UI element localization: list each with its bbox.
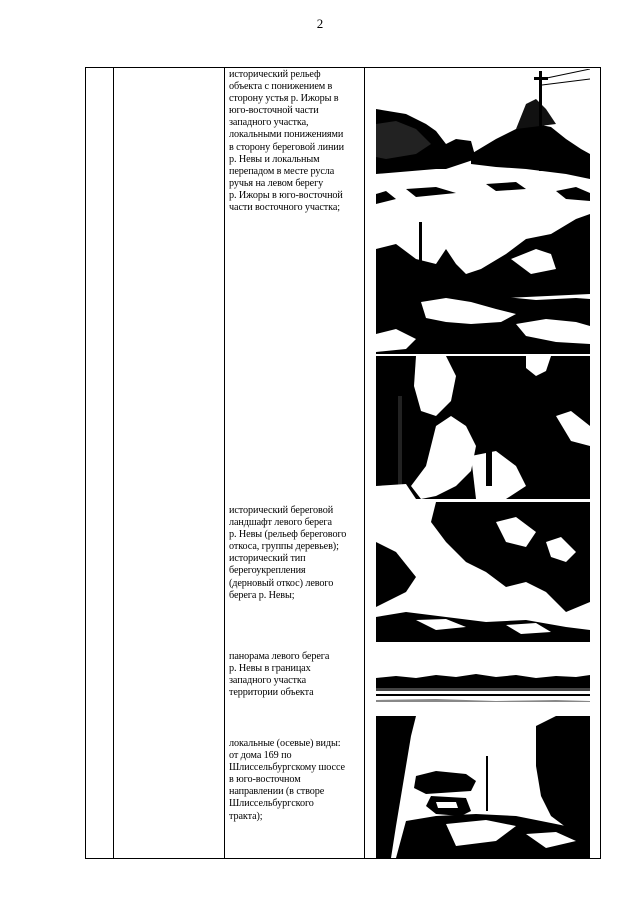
text-line: локальные (осевые) виды: xyxy=(229,738,341,749)
text-cell-relief xyxy=(229,69,361,214)
text-line: юго-восточной части xyxy=(229,105,319,117)
table-bottom-border xyxy=(85,858,601,859)
text-line: направлении (в створе xyxy=(229,786,325,798)
text-line: (дерновый откос) левого xyxy=(229,577,334,589)
text-cell-shore-landscape xyxy=(229,505,361,602)
text-line: р. Ижоры в юго-восточной xyxy=(229,189,343,201)
text-cell-local-views xyxy=(229,738,361,823)
text-line: Шлиссельбургскому шоссе xyxy=(229,762,345,774)
text-line: перепадом в месте русла xyxy=(229,165,335,177)
road-car-photo xyxy=(376,716,590,858)
trees-photo xyxy=(376,356,590,499)
text-line: исторический рельеф xyxy=(229,69,321,80)
text-line: берега р. Невы; xyxy=(229,589,295,601)
text-line: исторический тип xyxy=(229,553,306,565)
table-top-border xyxy=(85,67,601,68)
text-line: панорама левого берега xyxy=(229,651,330,662)
text-line: р. Невы (рельеф берегового xyxy=(229,529,347,541)
text-line: части восточного участка; xyxy=(229,202,340,214)
text-line: западного участка xyxy=(229,675,307,687)
text-line: р. Невы в границах xyxy=(229,663,311,675)
text-line: в юго-восточном xyxy=(229,774,301,786)
embankment-photo xyxy=(376,214,590,354)
text-line: р. Невы и локальным xyxy=(229,153,320,165)
column-divider-2 xyxy=(224,67,225,859)
text-line: от дома 169 по xyxy=(229,750,292,762)
text-cell-panorama xyxy=(229,651,361,699)
text-line: ручья на левом берегу xyxy=(229,177,324,189)
street-view-photo xyxy=(376,69,590,212)
slope-photo xyxy=(376,502,590,642)
text-line: тракта); xyxy=(229,810,263,822)
text-line: берегоукрепления xyxy=(229,565,306,577)
text-line: территории объекта xyxy=(229,687,314,699)
panorama-photo xyxy=(376,672,590,708)
column-divider-1 xyxy=(113,67,114,859)
column-divider-3 xyxy=(364,67,365,859)
text-line: в сторону береговой линии xyxy=(229,141,344,153)
page-number: 2 xyxy=(316,16,324,31)
text-line: ландшафт левого берега xyxy=(229,517,332,529)
text-line: сторону устья р. Ижоры в xyxy=(229,93,339,105)
text-line: откоса, группы деревьев); xyxy=(229,541,339,553)
text-line: локальными понижениями xyxy=(229,129,344,141)
text-line: Шлиссельбургского xyxy=(229,798,314,810)
table-right-border xyxy=(600,67,601,859)
text-line: объекта с понижением в xyxy=(229,81,333,93)
text-line: западного участка, xyxy=(229,117,309,129)
text-line: исторический береговой xyxy=(229,505,334,516)
table-left-border xyxy=(85,67,86,859)
